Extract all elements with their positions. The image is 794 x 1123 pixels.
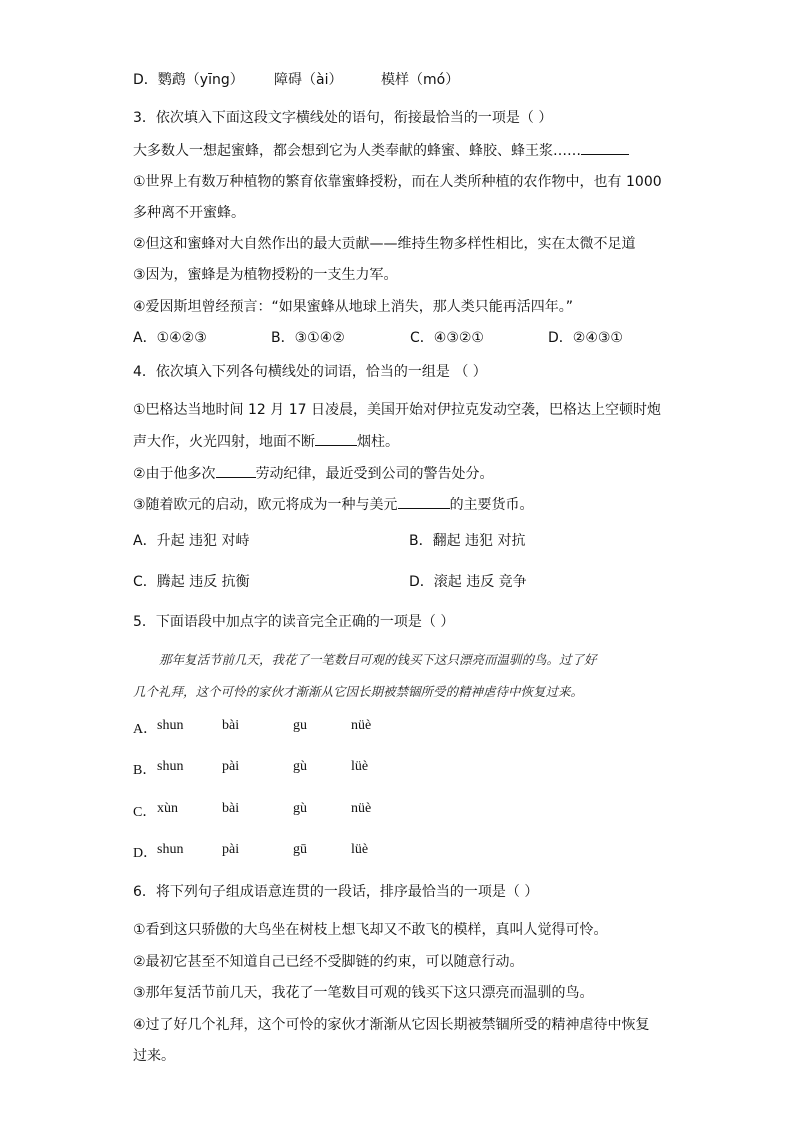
reading-1: xùn [157,801,178,816]
reading-4: nüè [351,718,372,733]
q4-sentence-3 [133,494,534,515]
q4-s1-post: 烟柱。 [357,434,399,450]
q3-option-b: B．③①④② [271,330,345,346]
prev-option-d [133,70,244,90]
q4-option-c: C．腾起 违反 抗衡 [133,574,250,590]
q5-stem: 5．下面语段中加点字的读音完全正确的一项是（ ） [133,614,455,630]
q3-sentence-2: ②但这和蜜蜂对大自然作出的最大贡献——维持生物多样性相比，实在太微不足道 [133,236,636,252]
q4-blank-1 [315,431,357,446]
reading-4: nüè [351,801,372,816]
reading-2: bài [222,718,240,733]
q3-sentence-1a: ①世界上有数万种植物的繁育依靠蜜蜂授粉，而在人类所种植的农作物中，也有 1000 [133,174,662,190]
option-label: D． [133,72,158,88]
q5-passage [133,644,663,708]
reading-3: gù [293,801,307,816]
q4-blank-2 [216,463,256,478]
reading-4: lüè [351,842,369,857]
q3-blank [581,140,629,155]
q6-stem: 6．将下列句子组成语意连贯的一段话，排序最恰当的一项是（ ） [133,884,539,900]
q6-sentence-2: ②最初它甚至不知道自己已经不受脚链的约束，可以随意行动。 [133,954,524,970]
q4-option-d: D．滚起 违反 竞争 [409,574,527,590]
q3-lead [133,140,629,161]
reading-4: lüè [351,759,369,774]
q4-sentence-2 [133,463,494,484]
reading-2: pài [222,759,240,774]
q3-stem: 3．依次填入下面这段文字横线处的语句，衔接最恰当的一项是（ ） [133,110,553,126]
q4-sentence-1b [133,431,399,452]
q3-option-a: A．①④②③ [133,330,207,346]
reading-2: bài [222,801,240,816]
q6-sentence-3: ③那年复活节前几天，我花了一笔数目可观的钱买下这只漂亮而温驯的鸟。 [133,985,594,1001]
q3-option-d: D．②④③① [548,330,623,346]
q4-s2-pre: ②由于他多次 [133,466,216,482]
q3-sentence-3: ③因为，蜜蜂是为植物授粉的一支生力军。 [133,267,398,283]
q5-passage-line-1: 那年复活节前几天，我花了一笔数目可观的钱买下这只漂亮而温驯的鸟。过了好 [159,652,597,667]
reading-3: gù [293,759,307,774]
option-label: B． [133,763,157,778]
option-label: A． [133,722,158,737]
q4-s2-post: 劳动纪律，最近受到公司的警告处分。 [255,466,494,482]
q4-sentence-1a: ①巴格达当地时间 12 月 17 日凌晨，美国开始对伊拉克发动空袭，巴格达上空顿时炮 [133,402,661,418]
reading-3: gu [293,718,307,733]
q6-sentence-1: ①看到这只骄傲的大鸟坐在树枝上想飞却又不敢飞的模样，真叫人觉得可怜。 [133,922,608,938]
reading-1: shun [157,759,184,774]
q4-s3-post: 的主要货币。 [449,497,534,513]
option-label: C． [133,805,157,820]
q4-stem: 4．依次填入下列各句横线处的词语，恰当的一组是 （ ） [133,364,487,380]
option-word-3: 模样（mó） [381,72,460,88]
q4-option-b: B．翻起 违犯 对抗 [409,533,526,549]
q3-option-c: C．④③②① [410,330,484,346]
q6-sentence-4b: 过来。 [133,1048,175,1064]
option-label: D． [133,846,158,861]
q5-passage-line-2: 几个礼拜，这个可怜的家伙才渐渐从它因长期被禁锢所受的精神虐待中恢复过来。 [133,684,584,699]
q4-s3-pre: ③随着欧元的启动，欧元将成为一种与美元 [133,497,398,513]
option-word-2: 障碍（ài） [274,72,343,88]
q3-sentence-4: ④爱因斯坦曾经预言：“如果蜜蜂从地球上消失，那人类只能再活四年。” [133,299,574,315]
reading-1: shun [157,718,184,733]
q4-s1-pre: 声大作，火光四射，地面不断 [133,434,315,450]
reading-2: pài [222,842,240,857]
q3-lead-text: 大多数人一想起蜜蜂，都会想到它为人类奉献的蜂蜜、蜂胶、蜂王浆…… [133,143,581,159]
q4-blank-3 [398,494,450,509]
reading-3: gū [293,842,307,857]
option-word-1: 鹦鹉（yīng） [157,72,244,88]
q4-option-a: A．升起 违犯 对峙 [133,533,250,549]
reading-1: shun [157,842,184,857]
q6-sentence-4a: ④过了好几个礼拜，这个可怜的家伙才渐渐从它因长期被禁锢所受的精神虐待中恢复 [133,1017,650,1033]
q3-sentence-1b: 多种离不开蜜蜂。 [133,205,245,221]
